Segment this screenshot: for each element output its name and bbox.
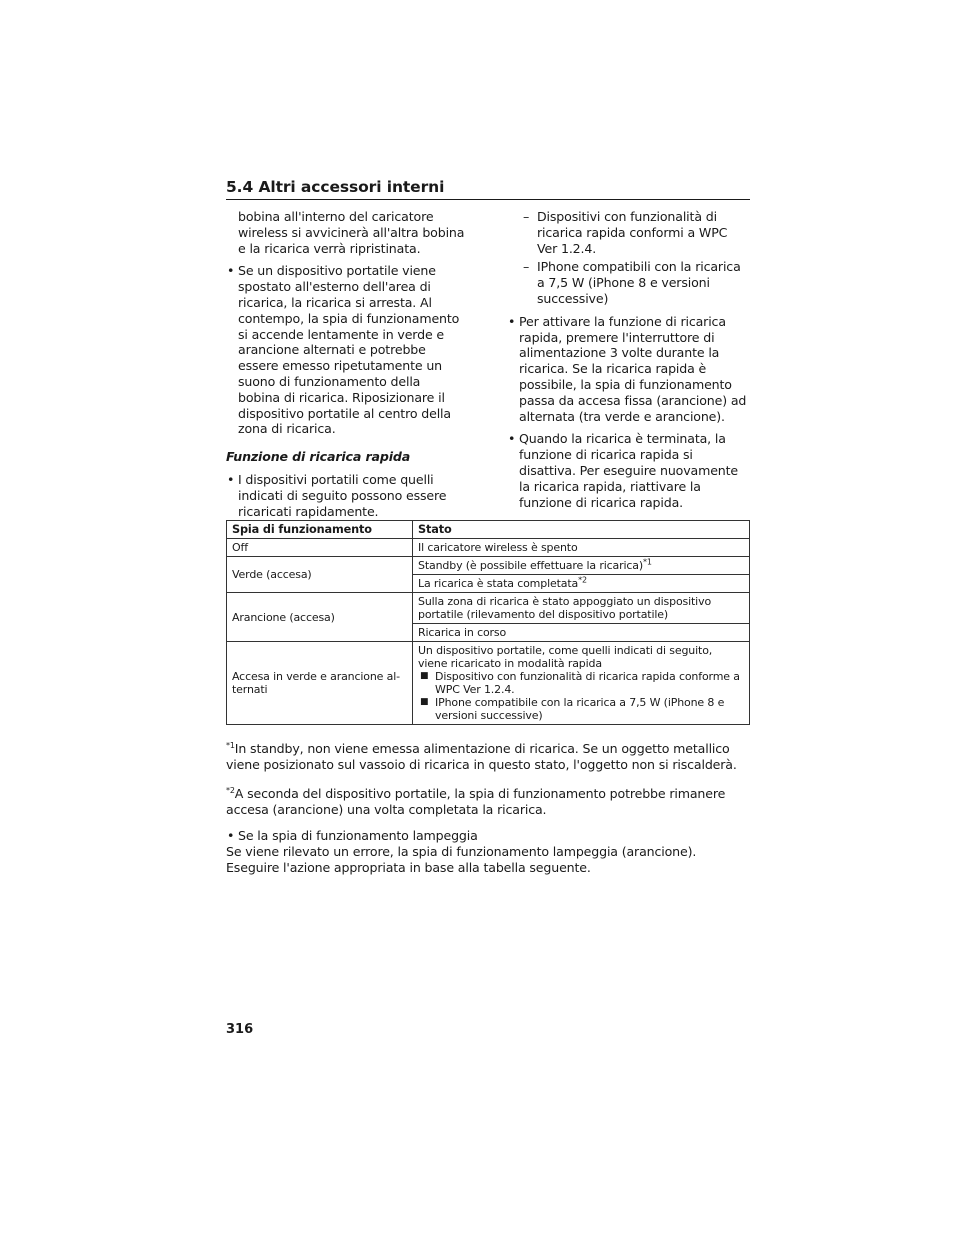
bullet-text: Quando la ricarica è terminata, la funzione di ricarica rapida si disattiva. Per eseguire nuovamente la ricarica rapida, riattivare la funzione di ricarica rapida. (519, 431, 739, 510)
table-header-state: Stato (413, 521, 750, 539)
right-column (507, 209, 751, 517)
footnote-text: In standby, non viene emessa alimentazione di ricarica. Se un oggetto metallico viene posizionato sul vassoio di ricarica in questo stato, l'oggetto non si riscalderà. (226, 741, 737, 773)
square-list-item (418, 670, 744, 696)
square-list-item (418, 696, 744, 722)
table-cell-state (413, 575, 750, 593)
table-row (227, 593, 750, 624)
footnotes (226, 738, 750, 876)
bullet-mark: • (227, 471, 235, 487)
bullet-item (226, 263, 466, 437)
table-cell-state (413, 642, 750, 725)
table-cell-indicator: Arancione (accesa) (227, 593, 413, 642)
section-title: 5.4 Altri accessori interni (226, 178, 750, 200)
left-column (226, 209, 466, 526)
continued-paragraph: bobina all'interno del caricatore wireless si avvicinerà all'altra bobina e la ricarica verrà ripristinata. (238, 209, 465, 256)
dash-text: IPhone compatibili con la ricarica a 7,5 W (iPhone 8 e versioni successive) (537, 259, 741, 306)
bullet-item (507, 431, 751, 510)
bullet-item (226, 828, 750, 844)
subheading-fast-charge: Funzione di ricarica rapida (226, 449, 411, 465)
bullet-mark: • (227, 828, 235, 844)
table-row (227, 642, 750, 725)
bullet-text: I dispositivi portatili come quelli indicati di seguito possono essere ricaricati rapidamente. (238, 471, 447, 519)
bullet-item (507, 314, 751, 425)
square-item-text: IPhone compatibile con la ricarica a 7,5 W (iPhone 8 e versioni successive) (435, 696, 725, 722)
square-bullet-icon: ■ (420, 671, 429, 681)
state-intro: Un dispositivo portatile, come quelli indicati di seguito, viene ricaricato in modalità rapida (418, 644, 713, 670)
footnote-text: A seconda del dispositivo portatile, la spia di funzionamento potrebbe rimanere accesa (arancione) una volta completata la ricarica. (226, 786, 726, 818)
table-cell-state: Sulla zona di ricarica è stato appoggiato un dispositivo portatile (rilevamento del dispositivo portatile) (413, 593, 750, 624)
table-row (227, 539, 750, 557)
dash-text: Dispositivi con funzionalità di ricarica rapida conformi a WPC Ver 1.2.4. (537, 209, 728, 256)
bullet-text: Se un dispositivo portatile viene spostato all'esterno dell'area di ricarica, la ricarica si arresta. Al contempo, la spia di funzionamento si accende lentamente in verde e arancione alternati e potrebbe essere emesso ripetutamente un suono di funzionamento della bobina di ricarica. Riposizionare il dispositivo portatile al centro della zona di ricarica. (238, 263, 460, 437)
table-cell-indicator: Off (227, 539, 413, 557)
square-bullet-icon: ■ (420, 697, 429, 707)
table-cell-state: Ricarica in corso (413, 624, 750, 642)
bullet-item (226, 472, 466, 519)
square-item-text: Dispositivo con funzionalità di ricarica rapida conforme a WPC Ver 1.2.4. (435, 670, 740, 696)
page-number: 316 (226, 1022, 254, 1037)
bullet-text: Per attivare la funzione di ricarica rapida, premere l'interruttore di alimentazione 3 volte durante la ricarica. Se la ricarica rapida è possibile, la spia di funzionamento passa da accesa fissa (arancione) ad alternata (tra verde e arancione). (519, 313, 747, 424)
table-cell-state: Il caricatore wireless è spento (413, 539, 750, 557)
dash-mark: – (523, 259, 530, 275)
bullet-mark: • (508, 431, 516, 447)
footnote-marker: *1 (226, 741, 235, 750)
indicator-status-table (226, 520, 750, 725)
error-paragraph: Se viene rilevato un errore, la spia di funzionamento lampeggia (arancione). Eseguire l'azione appropriata in base alla tabella seguente. (226, 844, 697, 876)
table-cell-indicator: Accesa in verde e arancione al-ternati (227, 642, 413, 725)
dash-item (523, 259, 751, 306)
table-header-indicator: Spia di funzionamento (227, 521, 413, 539)
bullet-mark: • (227, 263, 235, 279)
table-header-row (227, 521, 750, 539)
footnote-ref: *2 (578, 575, 587, 585)
state-text: La ricarica è stata completata (418, 577, 579, 590)
table-cell-state (413, 557, 750, 575)
footnote-ref: *1 (643, 557, 652, 567)
table-row (227, 557, 750, 575)
footnote-marker: *2 (226, 786, 235, 796)
bullet-text: Se la spia di funzionamento lampeggia (238, 828, 478, 844)
state-text: Standby (è possibile effettuare la ricarica) (418, 559, 644, 572)
dash-item (523, 209, 751, 256)
dash-mark: – (523, 209, 530, 224)
bullet-mark: • (508, 313, 516, 329)
footnote-2 (226, 783, 750, 818)
table-cell-indicator: Verde (accesa) (227, 557, 413, 593)
footnote-1 (226, 738, 750, 773)
